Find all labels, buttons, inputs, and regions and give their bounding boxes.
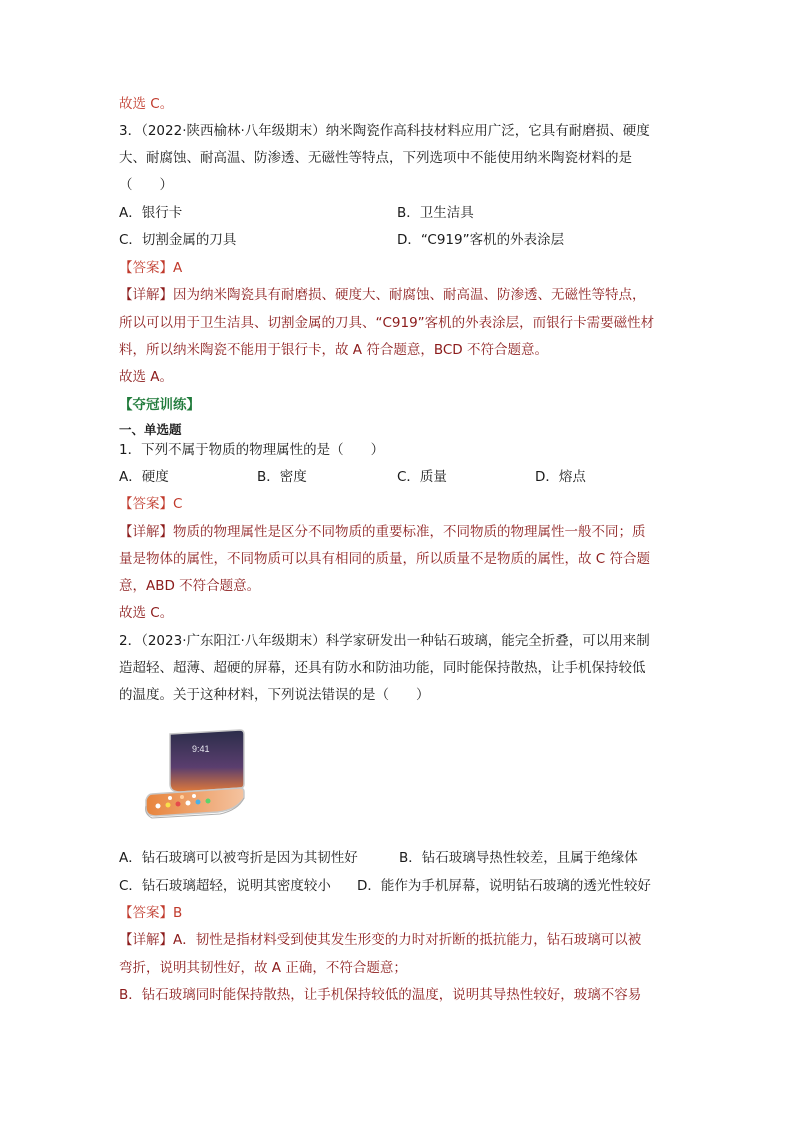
q2-option-b: B．钻石玻璃导热性较差，且属于绝缘体 — [399, 850, 638, 866]
q2-detail-line3: B．钻石玻璃同时能保持散热，让手机保持较低的温度，说明其导热性较好，玻璃不容易 — [119, 987, 642, 1003]
q1-option-c: C．质量 — [397, 469, 447, 485]
q1-detail-line3: 意，ABD 不符合题意。 — [119, 578, 261, 594]
q2-option-a: A．钻石玻璃可以被弯折是因为其韧性好 — [119, 850, 358, 866]
q3-option-b: B．卫生洁具 — [397, 205, 474, 221]
q3-detail-line3: 料，所以纳米陶瓷不能用于银行卡，故 A 符合题意，BCD 不符合题意。 — [119, 342, 548, 358]
q1-answer: 【答案】C — [119, 496, 183, 512]
q3-detail-line2: 所以可以用于卫生洁具、切割金属的刀具、“C919”客机的外表涂层，而银行卡需要磁性材 — [119, 315, 655, 331]
q1-option-a: A．硬度 — [119, 469, 169, 485]
phone-time: 9:41 — [192, 744, 210, 754]
q1-conclusion: 故选 C。 — [119, 605, 174, 621]
prev-conclusion: 故选 C。 — [119, 96, 174, 112]
foldable-phone-image — [140, 728, 250, 823]
q3-conclusion: 故选 A。 — [119, 369, 174, 385]
q2-option-d: D．能作为手机屏幕，说明钻石玻璃的透光性较好 — [357, 878, 651, 894]
q3-stem-line3: （ ） — [119, 177, 173, 193]
q2-detail-line1: 【详解】A．韧性是指材料受到使其发生形变的力时对折断的抵抗能力，钻石玻璃可以被 — [119, 932, 642, 948]
q2-answer: 【答案】B — [119, 905, 183, 921]
q1-detail-line2: 量是物体的属性，不同物质可以具有相同的质量，所以质量不是物质的属性，故 C 符合题 — [119, 551, 651, 567]
q1-option-d: D．熔点 — [535, 469, 586, 485]
q3-stem-line1: 3．（2022·陕西榆林·八年级期末）纳米陶瓷作高科技材料应用广泛，它具有耐磨损、硬度 — [119, 123, 650, 139]
q2-stem-line3: 的温度。关于这种材料，下列说法错误的是（ ） — [119, 687, 430, 703]
section-subtitle: 一、单选题 — [119, 422, 182, 437]
q3-answer: 【答案】A — [119, 260, 183, 276]
q3-detail-line1: 【详解】因为纳米陶瓷具有耐磨损、硬度大、耐腐蚀、耐高温、防渗透、无磁性等特点， — [119, 287, 646, 303]
q2-detail-line2: 弯折，说明其韧性好，故 A 正确，不符合题意； — [119, 960, 407, 976]
q3-stem-line2: 大、耐腐蚀、耐高温、防渗透、无磁性等特点，下列选项中不能使用纳米陶瓷材料的是 — [119, 150, 632, 166]
q1-option-b: B．密度 — [257, 469, 307, 485]
q1-detail-line1: 【详解】物质的物理属性是区分不同物质的重要标准，不同物质的物理属性一般不同；质 — [119, 524, 646, 540]
q2-stem-line1: 2．（2023·广东阳江·八年级期末）科学家研发出一种钻石玻璃，能完全折叠，可以用来制 — [119, 633, 650, 649]
q3-option-c: C．切割金属的刀具 — [119, 232, 237, 248]
q3-option-a: A．银行卡 — [119, 205, 183, 221]
q2-stem-line2: 造超轻、超薄、超硬的屏幕，还具有防水和防油功能，同时能保持散热，让手机保持较低 — [119, 660, 646, 676]
q3-option-d: D．“C919”客机的外表涂层 — [397, 232, 565, 248]
section-title: 【夺冠训练】 — [119, 397, 200, 413]
q1-stem: 1．下列不属于物质的物理属性的是（ ） — [119, 442, 385, 458]
q2-option-c: C．钻石玻璃超轻，说明其密度较小 — [119, 878, 331, 894]
